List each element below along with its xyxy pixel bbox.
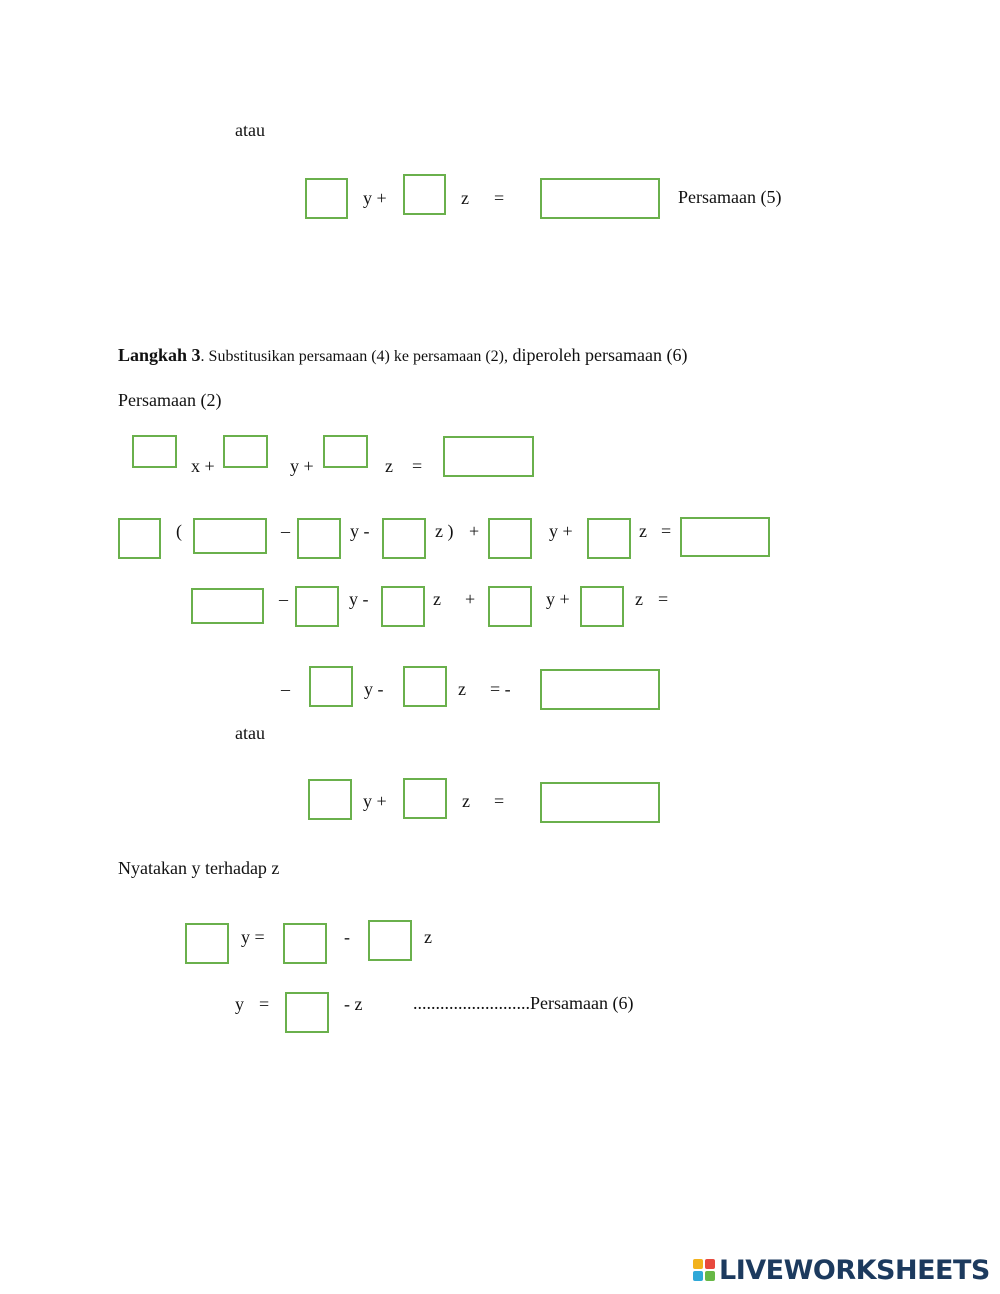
answer-box-r1-z-coef[interactable] [323,435,368,468]
answer-box-r3-y-coef[interactable] [295,586,339,627]
answer-box-r2-constant[interactable] [193,518,267,554]
answer-box-e1-y-coef[interactable] [185,923,229,964]
logo-square-3 [693,1271,703,1281]
step3-heading [118,346,687,365]
r5-y-plus-text: y + [363,791,387,811]
answer-box-r3-y2-coef[interactable] [488,586,532,627]
logo-squares-icon [693,1259,715,1281]
r5-z-text: z [462,791,470,811]
answer-box-e1-constant[interactable] [283,923,327,964]
logo-text: LIVEWORKSHEETS [719,1254,990,1286]
answer-box-r2-y-coef[interactable] [297,518,341,559]
e1-y-eq-text: y = [241,927,265,947]
r3-z-text: z [433,589,441,609]
answer-box-r5-y-coef[interactable] [308,779,352,820]
answer-box-e1-z-coef[interactable] [368,920,412,961]
e1-z-text: z [424,927,432,947]
answer-box-r5-z-coef[interactable] [403,778,447,819]
r4-minus-text: – [281,679,290,699]
answer-box-r4-z-coef[interactable] [403,666,447,707]
logo-square-4 [705,1271,715,1281]
r1-y-plus-text: y + [290,456,314,476]
answer-box-r4-constant[interactable] [540,669,660,710]
answer-box-r3-constant[interactable] [191,588,264,624]
answer-box-eq5-constant[interactable] [540,178,660,219]
liveworksheets-logo [693,1254,990,1286]
step3-heading-small: . Substitusikan persamaan (4) ke persamaan (2), [200,348,509,365]
answer-box-r2-rhs[interactable] [680,517,770,557]
answer-box-r2-z-coef[interactable] [382,518,426,559]
e2-minus-z-text: - z [344,994,363,1014]
eq5-y-plus-text: y + [363,188,387,208]
answer-box-e2-constant[interactable] [285,992,329,1033]
answer-box-r2-y2-coef[interactable] [488,518,532,559]
answer-box-eq5-z-coef[interactable] [403,174,446,215]
r2-open-paren-text: ( [176,521,182,541]
answer-box-r5-constant[interactable] [540,782,660,823]
answer-box-r2-multiplier[interactable] [118,518,161,559]
eq2-label-text: Persamaan (2) [118,390,222,410]
answer-box-r1-constant[interactable] [443,436,534,477]
r3-minus-text: – [279,589,288,609]
answer-box-r3-z2-coef[interactable] [580,586,624,627]
r3-y-plus-text: y + [546,589,570,609]
r3-equals-text: = [658,589,669,609]
r3-y-minus-text: y - [349,589,369,609]
e2-y-text: y [235,994,244,1014]
eq5-equals-text: = [494,188,505,208]
r2-minus-text: – [281,521,290,541]
r2-equals-text: = [661,521,672,541]
logo-square-2 [705,1259,715,1269]
answer-box-r3-z-coef[interactable] [381,586,425,627]
r2-z-text: z [639,521,647,541]
e2-equals-text: = [259,994,270,1014]
r2-plus-text: + [469,521,480,541]
step3-heading-bold: Langkah 3 [118,345,201,365]
r4-equals-minus-text: = - [490,679,511,699]
r2-z-close-text: z ) [435,521,454,541]
r4-y-minus-text: y - [364,679,384,699]
answer-box-r1-y-coef[interactable] [223,435,268,468]
answer-box-r2-z2-coef[interactable] [587,518,631,559]
answer-box-r1-x-coef[interactable] [132,435,177,468]
eq5-z-text: z [461,188,469,208]
logo-square-1 [693,1259,703,1269]
atau-text-2: atau [235,723,265,743]
express-label-text: Nyatakan y terhadap z [118,858,280,878]
r3-plus-text: + [465,589,476,609]
r2-y-plus-text: y + [549,521,573,541]
r1-x-plus-text: x + [191,456,215,476]
e2-label-text: ..........................Persamaan (6) [413,993,634,1013]
r1-z-text: z [385,456,393,476]
eq5-label-text: Persamaan (5) [678,187,782,207]
atau-text-1: atau [235,120,265,140]
step3-heading-rest: diperoleh persamaan (6) [508,345,688,365]
r3-z2-text: z [635,589,643,609]
r4-z-text: z [458,679,466,699]
e1-minus-text: - [344,927,350,947]
r1-equals-text: = [412,456,423,476]
r2-y-minus-text: y - [350,521,370,541]
answer-box-r4-y-coef[interactable] [309,666,353,707]
answer-box-eq5-y-coef[interactable] [305,178,348,219]
r5-equals-text: = [494,791,505,811]
